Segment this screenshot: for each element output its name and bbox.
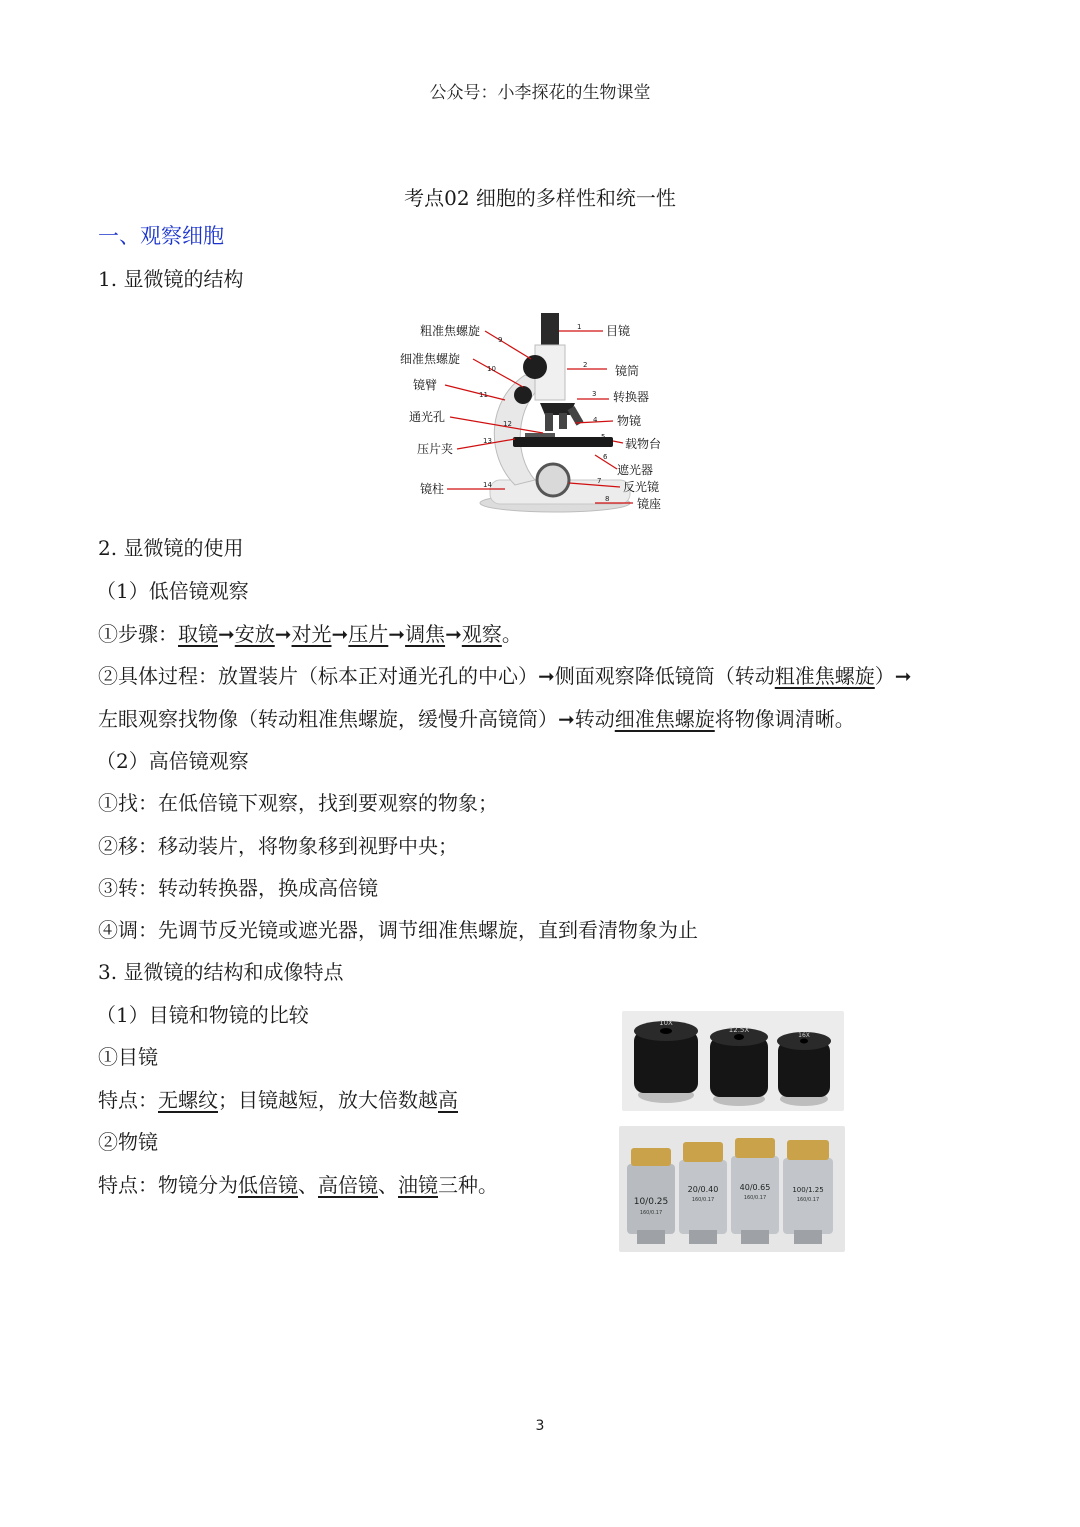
low-power-heading: （1）低倍镜观察 xyxy=(96,579,249,603)
objective-mark-4a: 100/1.25 xyxy=(792,1186,824,1194)
eyepiece-heading: ①目镜 xyxy=(98,1045,158,1069)
high-step-1: ①找：在低倍镜下观察，找到要观察的物象； xyxy=(98,791,498,815)
objective-feature: 特点：物镜分为低倍镜、高倍镜、油镜三种。 xyxy=(98,1173,498,1197)
label-diaphragm: 遮光器 xyxy=(617,463,654,477)
high-step-4: ④调：先调节反光镜或遮光器，调节细准焦螺旋，直到看清物象为止 xyxy=(98,918,698,942)
process-line-1: ②具体过程：放置装片（标本正对通光孔的中心）➞侧面观察降低镜筒（转动粗准焦螺旋）➞ xyxy=(98,664,912,688)
num-2: 2 xyxy=(583,361,588,369)
label-aperture: 通光孔 xyxy=(409,410,446,424)
label-stage: 载物台 xyxy=(625,437,662,451)
comparison-heading: （1）目镜和物镜的比较 xyxy=(96,1003,309,1027)
num-5: 5 xyxy=(601,433,606,441)
objectives-photo xyxy=(619,1126,845,1252)
objective-mark-3a: 40/0.65 xyxy=(739,1183,771,1192)
eyepiece-mark-1: 10X xyxy=(659,1019,673,1027)
section-heading-observe-cells: 一、观察细胞 xyxy=(98,224,224,248)
objective-heading: ②物镜 xyxy=(98,1130,158,1154)
num-11: 11 xyxy=(479,391,488,399)
eyepieces-photo xyxy=(622,1011,844,1111)
num-13: 13 xyxy=(483,437,492,445)
high-power-heading: （2）高倍镜观察 xyxy=(96,749,249,773)
num-14: 14 xyxy=(483,481,492,489)
microscope-diagram xyxy=(395,305,685,515)
high-step-3: ③转：转动转换器，换成高倍镜 xyxy=(98,876,378,900)
num-8: 8 xyxy=(605,495,610,503)
label-nosepiece: 转换器 xyxy=(613,390,650,404)
eyepiece-feature: 特点：无螺纹；目镜越短，放大倍数越高 xyxy=(98,1088,458,1112)
page-header: 公众号：小李探花的生物课堂 xyxy=(429,83,651,103)
label-eyepiece: 目镜 xyxy=(606,324,631,338)
num-7: 7 xyxy=(597,477,602,485)
eyepiece-mark-2: 12.5X xyxy=(728,1026,750,1034)
page-title: 考点02 细胞的多样性和统一性 xyxy=(404,186,676,210)
process-line-2: 左眼观察找物像（转动粗准焦螺旋，缓慢升高镜筒）➞转动细准焦螺旋将物像调清晰。 xyxy=(98,707,855,731)
label-fine-focus: 细准焦螺旋 xyxy=(400,352,461,366)
page-number: 3 xyxy=(535,1418,545,1434)
num-6: 6 xyxy=(603,453,608,461)
num-10: 10 xyxy=(487,365,496,373)
num-1: 1 xyxy=(577,323,582,331)
num-12: 12 xyxy=(503,420,512,428)
objective-mark-2b: 160/0.17 xyxy=(691,1197,715,1203)
objective-mark-3b: 160/0.17 xyxy=(743,1195,767,1201)
eyepiece-mark-3: 16X xyxy=(798,1032,810,1039)
label-objective: 物镜 xyxy=(617,414,642,428)
label-pillar: 镜柱 xyxy=(420,482,445,496)
label-arm: 镜臂 xyxy=(413,378,438,392)
objective-mark-1a: 10/0.25 xyxy=(633,1197,669,1207)
objective-mark-1b: 160/0.17 xyxy=(639,1210,663,1216)
high-step-2: ②移：移动装片，将物象移到视野中央； xyxy=(98,834,458,858)
label-coarse-focus: 粗准焦螺旋 xyxy=(420,324,481,338)
objective-mark-4b: 160/0.17 xyxy=(796,1197,820,1203)
label-tube: 镜筒 xyxy=(615,364,640,378)
label-mirror: 反光镜 xyxy=(623,480,660,494)
subheading-microscope-structure: 1. 显微镜的结构 xyxy=(98,267,244,291)
subheading-imaging-features: 3. 显微镜的结构和成像特点 xyxy=(98,960,344,984)
label-base: 镜座 xyxy=(637,497,662,511)
num-3: 3 xyxy=(592,390,597,398)
label-stage-clip: 压片夹 xyxy=(417,442,454,456)
num-4: 4 xyxy=(593,416,598,424)
subheading-microscope-use: 2. 显微镜的使用 xyxy=(98,536,244,560)
objective-mark-2a: 20/0.40 xyxy=(687,1185,719,1194)
num-9: 9 xyxy=(498,336,503,344)
steps-line: ①步骤：取镜➞安放➞对光➞压片➞调焦➞观察。 xyxy=(98,622,522,646)
